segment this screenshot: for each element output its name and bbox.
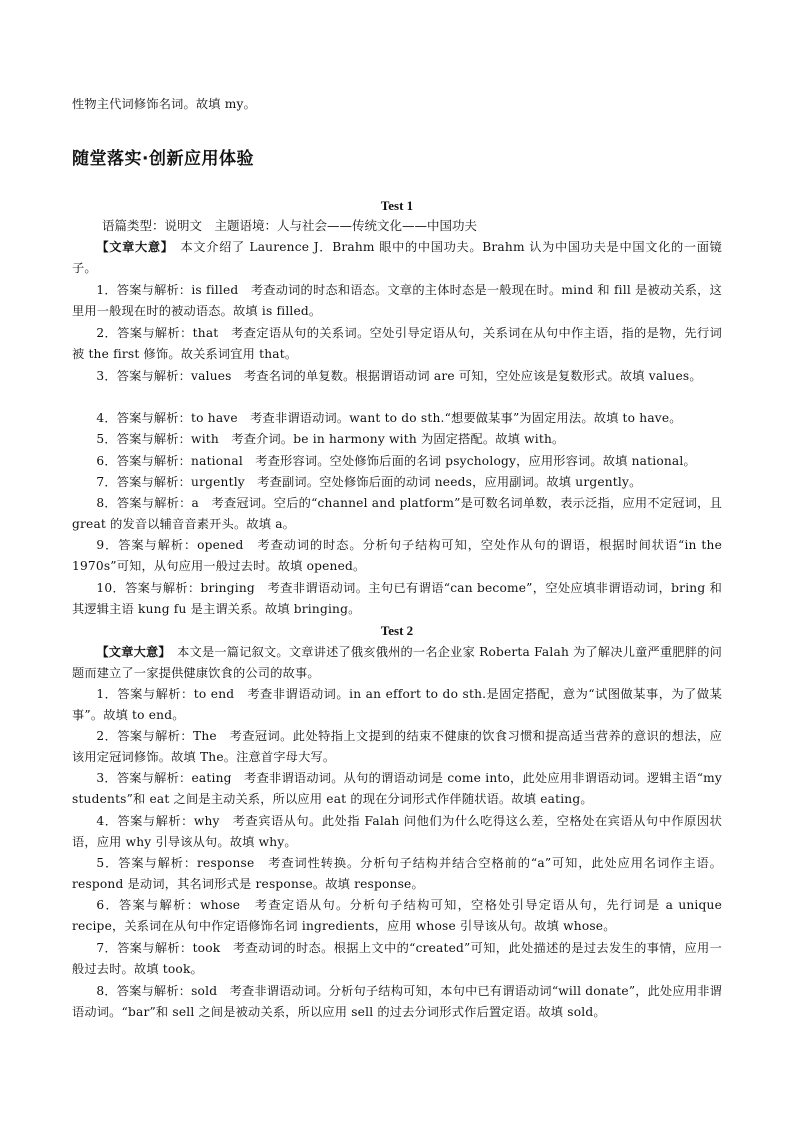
test-2-item-5: 5．答案与解析：response 考查词性转换。分析句子结构并结合空格前的“a”可知，此处应用名词作主语。respond 是动词，其名词形式是 response。故填 response。: [72, 856, 722, 892]
test-1-item-2: 2．答案与解析：that 考查定语从句的关系词。空处引导定语从句，关系词在从句中作主语，指的是物，先行词被 the first 修饰。故关系词宜用 that。: [72, 326, 722, 362]
section-heading: 随堂落实·创新应用体验: [72, 149, 254, 169]
test-1-item-4: 4．答案与解析：to have 考查非谓语动词。want to do sth.“想要做某事”为固定用法。故填 to have。: [96, 411, 682, 425]
test-2-item-7: 7．答案与解析：took 考查动词的时态。根据上文中的“created”可知，此处描述的是过去发生的事情，应用一般过去时。故填 took。: [72, 941, 722, 977]
summary-label: 【文章大意】: [96, 645, 165, 659]
test-1-item-6: 6．答案与解析：national 考查形容词。空处修饰后面的名词 psychology，应用形容词。故填 national。: [96, 454, 696, 468]
test-1-item-9: 9．答案与解析：opened 考查动词的时态。分析句子结构可知，空处作从句的谓语，根据时间状语“in the 1970s”可知，从句应用一般过去时。故填 opened。: [72, 538, 722, 574]
intro-line: 性物主代词修饰名词。故填 my。: [72, 97, 256, 111]
test-1-item-8: 8．答案与解析：a 考查冠词。空后的“channel and platform”是可数名词单数，表示泛指，应用不定冠词，且 great 的发音以辅音音素开头。故填 a。: [72, 496, 722, 532]
test-1-item-10: 10．答案与解析：bringing 考查非谓语动词。主句已有谓语“can become”，空处应填非谓语动词，bring 和其逻辑主语 kung fu 是主谓关系。故填 bringing。: [72, 581, 722, 617]
test-1-item-5: 5．答案与解析：with 考查介词。be in harmony with 为固定搭配。故填 with。: [96, 432, 565, 446]
test-2-summary: [72, 642, 722, 684]
genre-line: 语篇类型：说明文 主题语境：人与社会——传统文化——中国功夫: [102, 218, 478, 233]
test-2-item-2: 2．答案与解析：The 考查冠词。此处特指上文提到的结束不健康的饮食习惯和提高适当营养的意识的想法，应该用定冠词修饰。故填 The。注意首字母大写。: [72, 729, 722, 765]
summary-text: 本文是一篇记叙文。文章讲述了俄亥俄州的一名企业家 Roberta Falah 为了解决儿童严重肥胖的问题而建立了一家提供健康饮食的公司的故事。: [72, 645, 722, 681]
test-1-title: Test 1: [380, 198, 414, 213]
test-1-summary: [72, 237, 722, 279]
summary-label: 【文章大意】: [96, 240, 168, 254]
test-2-item-6: 6．答案与解析：whose 考查定语从句。分析句子结构可知，空格处引导定语从句，先行词是 a unique recipe，关系词在从句中作定语修饰名词 ingredients，应用 whose 引导该从句。故填 whose。: [72, 898, 722, 934]
test-2-item-8: 8．答案与解析：sold 考查非谓语动词。分析句子结构可知，本句中已有谓语动词“will donate”，此处应用非谓语动词。“bar”和 sell 之间是被动关系，所以应用 sell 的过去分词形式作后置定语。故填 sold。: [72, 984, 722, 1020]
test-2-item-1: 1．答案与解析：to end 考查非谓语动词。in an effort to do sth.是固定搭配，意为“试图做某事，为了做某事”。故填 to end。: [72, 687, 722, 723]
test-2-item-4: 4．答案与解析：why 考查宾语从句。此处指 Falah 问他们为什么吃得这么差，空格处在宾语从句中作原因状语，应用 why 引导该从句。故填 why。: [72, 814, 722, 850]
test-1-item-1: 1．答案与解析：is filled 考查动词的时态和语态。文章的主体时态是一般现在时。mind 和 fill 是被动关系，这里用一般现在时的被动语态。故填 is filled。: [72, 283, 722, 319]
test-2-title: Test 2: [380, 623, 414, 638]
test-1-item-7: 7．答案与解析：urgently 考查副词。空处修饰后面的动词 needs，应用副词。故填 urgently。: [96, 475, 642, 489]
test-1-item-3: 3．答案与解析：values 考查名词的单复数。根据谓语动词 are 可知，空处应该是复数形式。故填 values。: [96, 369, 702, 383]
test-2-item-3: 3．答案与解析：eating 考查非谓语动词。从句的谓语动词是 come into，此处应用非谓语动词。逻辑主语“my students”和 eat 之间是主动关系，所以应用 eat 的现在分词形式作伴随状语。故填 eating。: [72, 771, 722, 807]
summary-text: 本文介绍了 Laurence J．Brahm 眼中的中国功夫。Brahm 认为中国功夫是中国文化的一面镜子。: [72, 240, 722, 276]
